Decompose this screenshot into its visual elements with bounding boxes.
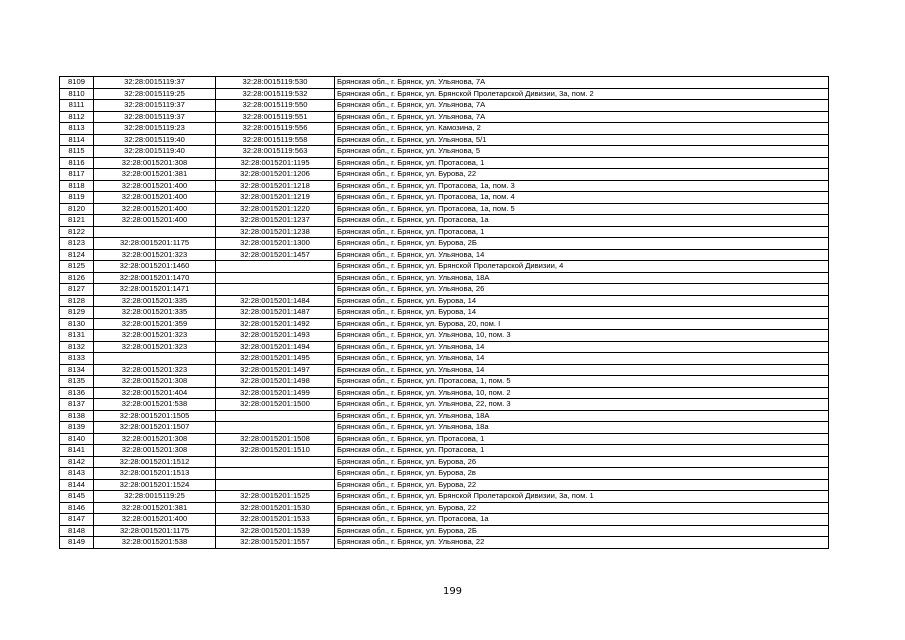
address-cell: Брянская обл., г. Брянск, ул. Протасова, 1а, пом. 3 xyxy=(335,180,829,192)
object-cadastral-number-cell: 32:28:0015119:563 xyxy=(216,146,335,158)
row-number-cell: 8141 xyxy=(60,445,94,457)
object-cadastral-number-cell: 32:28:0015201:1218 xyxy=(216,180,335,192)
row-number-cell: 8120 xyxy=(60,203,94,215)
object-cadastral-number-cell: 32:28:0015201:1498 xyxy=(216,376,335,388)
land-cadastral-number-cell: 32:28:0015201:323 xyxy=(94,249,216,261)
land-cadastral-number-cell xyxy=(94,353,216,365)
land-cadastral-number-cell: 32:28:0015201:400 xyxy=(94,514,216,526)
object-cadastral-number-cell xyxy=(216,284,335,296)
table-row xyxy=(60,111,829,123)
object-cadastral-number-cell: 32:28:0015119:530 xyxy=(216,77,335,89)
row-number-cell: 8132 xyxy=(60,341,94,353)
object-cadastral-number-cell: 32:28:0015201:1499 xyxy=(216,387,335,399)
object-cadastral-number-cell xyxy=(216,422,335,434)
table-row xyxy=(60,318,829,330)
address-cell: Брянская обл., г. Брянск, ул. Протасова, 1 xyxy=(335,433,829,445)
address-cell: Брянская обл., г. Брянск, ул. Бурова, 26 xyxy=(335,456,829,468)
table-row xyxy=(60,479,829,491)
address-cell: Брянская обл., г. Брянск, ул. Ульянова, 14 xyxy=(335,364,829,376)
table-row xyxy=(60,157,829,169)
table-row xyxy=(60,502,829,514)
land-cadastral-number-cell: 32:28:0015201:1524 xyxy=(94,479,216,491)
table-row xyxy=(60,192,829,204)
object-cadastral-number-cell: 32:28:0015201:1484 xyxy=(216,295,335,307)
row-number-cell: 8134 xyxy=(60,364,94,376)
land-cadastral-number-cell: 32:28:0015201:381 xyxy=(94,169,216,181)
table-row xyxy=(60,226,829,238)
object-cadastral-number-cell: 32:28:0015201:1495 xyxy=(216,353,335,365)
address-cell: Брянская обл., г. Брянск, ул. Ульянова, 22 xyxy=(335,537,829,549)
object-cadastral-number-cell: 32:28:0015201:1539 xyxy=(216,525,335,537)
object-cadastral-number-cell: 32:28:0015201:1557 xyxy=(216,537,335,549)
row-number-cell: 8127 xyxy=(60,284,94,296)
address-cell: Брянская обл., г. Брянск, ул. Бурова, 14 xyxy=(335,307,829,319)
land-cadastral-number-cell: 32:28:0015201:400 xyxy=(94,215,216,227)
table-row xyxy=(60,433,829,445)
address-cell: Брянская обл., г. Брянск, ул. Ульянова, 14 xyxy=(335,249,829,261)
table-row xyxy=(60,525,829,537)
row-number-cell: 8116 xyxy=(60,157,94,169)
address-cell: Брянская обл., г. Брянск, ул. Ульянова, 22, пом. 3 xyxy=(335,399,829,411)
land-cadastral-number-cell: 32:28:0015201:381 xyxy=(94,502,216,514)
address-cell: Брянская обл., г. Брянск, ул. Брянской Пролетарской Дивизии, 3а, пом. 2 xyxy=(335,88,829,100)
table-row xyxy=(60,77,829,89)
row-number-cell: 8111 xyxy=(60,100,94,112)
table-row xyxy=(60,180,829,192)
table-row xyxy=(60,364,829,376)
object-cadastral-number-cell: 32:28:0015201:1533 xyxy=(216,514,335,526)
land-cadastral-number-cell: 32:28:0015201:400 xyxy=(94,203,216,215)
object-cadastral-number-cell: 32:28:0015119:551 xyxy=(216,111,335,123)
address-cell: Брянская обл., г. Брянск, ул. Ульянова, 5 xyxy=(335,146,829,158)
address-cell: Брянская обл., г. Брянск, ул. Протасова, 1 xyxy=(335,445,829,457)
row-number-cell: 8122 xyxy=(60,226,94,238)
object-cadastral-number-cell: 32:28:0015201:1492 xyxy=(216,318,335,330)
row-number-cell: 8109 xyxy=(60,77,94,89)
table-row xyxy=(60,88,829,100)
row-number-cell: 8137 xyxy=(60,399,94,411)
object-cadastral-number-cell: 32:28:0015201:1237 xyxy=(216,215,335,227)
table-row xyxy=(60,238,829,250)
object-cadastral-number-cell: 32:28:0015201:1500 xyxy=(216,399,335,411)
row-number-cell: 8121 xyxy=(60,215,94,227)
address-cell: Брянская обл., г. Брянск, ул. Бурова, 2Б xyxy=(335,525,829,537)
address-cell: Брянская обл., г. Брянск, ул. Ульянова, 10, пом. 2 xyxy=(335,387,829,399)
address-cell: Брянская обл., г. Брянск, ул. Протасова, 1а, пом. 5 xyxy=(335,203,829,215)
land-cadastral-number-cell: 32:28:0015201:1175 xyxy=(94,525,216,537)
address-cell: Брянская обл., г. Брянск, ул. Ульянова, 14 xyxy=(335,353,829,365)
address-cell: Брянская обл., г. Брянск, ул. Протасова, 1 xyxy=(335,157,829,169)
land-cadastral-number-cell: 32:28:0015119:37 xyxy=(94,111,216,123)
address-cell: Брянская обл., г. Брянск, ул. Бурова, 14 xyxy=(335,295,829,307)
row-number-cell: 8149 xyxy=(60,537,94,549)
land-cadastral-number-cell: 32:28:0015201:308 xyxy=(94,445,216,457)
land-cadastral-number-cell: 32:28:0015201:308 xyxy=(94,157,216,169)
address-cell: Брянская обл., г. Брянск, ул. Ульянова, 18А xyxy=(335,272,829,284)
land-cadastral-number-cell: 32:28:0015201:404 xyxy=(94,387,216,399)
land-cadastral-number-cell: 32:28:0015119:40 xyxy=(94,134,216,146)
object-cadastral-number-cell: 32:28:0015201:1457 xyxy=(216,249,335,261)
land-cadastral-number-cell: 32:28:0015201:359 xyxy=(94,318,216,330)
row-number-cell: 8128 xyxy=(60,295,94,307)
row-number-cell: 8142 xyxy=(60,456,94,468)
row-number-cell: 8148 xyxy=(60,525,94,537)
row-number-cell: 8114 xyxy=(60,134,94,146)
row-number-cell: 8119 xyxy=(60,192,94,204)
object-cadastral-number-cell: 32:28:0015201:1508 xyxy=(216,433,335,445)
table-row xyxy=(60,353,829,365)
object-cadastral-number-cell: 32:28:0015201:1510 xyxy=(216,445,335,457)
address-cell: Брянская обл., г. Брянск, ул. Ульянова, 7А xyxy=(335,100,829,112)
table-row xyxy=(60,272,829,284)
address-cell: Брянская обл., г. Брянск, ул. Протасова, 1а xyxy=(335,215,829,227)
table-row xyxy=(60,100,829,112)
land-cadastral-number-cell: 32:28:0015201:1175 xyxy=(94,238,216,250)
object-cadastral-number-cell: 32:28:0015201:1497 xyxy=(216,364,335,376)
address-cell: Брянская обл., г. Брянск, ул. Протасова, 1а xyxy=(335,514,829,526)
table-row xyxy=(60,203,829,215)
row-number-cell: 8115 xyxy=(60,146,94,158)
object-cadastral-number-cell: 32:28:0015119:550 xyxy=(216,100,335,112)
object-cadastral-number-cell xyxy=(216,272,335,284)
row-number-cell: 8131 xyxy=(60,330,94,342)
land-cadastral-number-cell: 32:28:0015201:1512 xyxy=(94,456,216,468)
row-number-cell: 8126 xyxy=(60,272,94,284)
land-cadastral-number-cell: 32:28:0015201:323 xyxy=(94,364,216,376)
row-number-cell: 8118 xyxy=(60,180,94,192)
land-cadastral-number-cell: 32:28:0015201:400 xyxy=(94,180,216,192)
land-cadastral-number-cell: 32:28:0015201:400 xyxy=(94,192,216,204)
object-cadastral-number-cell: 32:28:0015201:1530 xyxy=(216,502,335,514)
address-cell: Брянская обл., г. Брянск, ул. Брянской Пролетарской Дивизии, 4 xyxy=(335,261,829,273)
row-number-cell: 8125 xyxy=(60,261,94,273)
object-cadastral-number-cell: 32:28:0015201:1220 xyxy=(216,203,335,215)
address-cell: Брянская обл., г. Брянск, ул. Ульянова, 18а xyxy=(335,422,829,434)
object-cadastral-number-cell xyxy=(216,479,335,491)
object-cadastral-number-cell xyxy=(216,261,335,273)
object-cadastral-number-cell: 32:28:0015201:1195 xyxy=(216,157,335,169)
object-cadastral-number-cell xyxy=(216,468,335,480)
table-row xyxy=(60,341,829,353)
table-row xyxy=(60,169,829,181)
land-cadastral-number-cell: 32:28:0015201:323 xyxy=(94,330,216,342)
object-cadastral-number-cell: 32:28:0015201:1493 xyxy=(216,330,335,342)
table-row xyxy=(60,456,829,468)
table-row xyxy=(60,376,829,388)
land-cadastral-number-cell: 32:28:0015201:1513 xyxy=(94,468,216,480)
land-cadastral-number-cell: 32:28:0015201:323 xyxy=(94,341,216,353)
land-cadastral-number-cell: 32:28:0015201:1507 xyxy=(94,422,216,434)
land-cadastral-number-cell: 32:28:0015119:23 xyxy=(94,123,216,135)
row-number-cell: 8145 xyxy=(60,491,94,503)
table-row xyxy=(60,514,829,526)
table-row xyxy=(60,387,829,399)
table-row xyxy=(60,146,829,158)
object-cadastral-number-cell: 32:28:0015201:1300 xyxy=(216,238,335,250)
land-cadastral-number-cell: 32:28:0015119:40 xyxy=(94,146,216,158)
land-cadastral-number-cell: 32:28:0015201:335 xyxy=(94,307,216,319)
object-cadastral-number-cell: 32:28:0015201:1219 xyxy=(216,192,335,204)
table-row xyxy=(60,468,829,480)
land-cadastral-number-cell: 32:28:0015201:1505 xyxy=(94,410,216,422)
land-cadastral-number-cell xyxy=(94,226,216,238)
object-cadastral-number-cell xyxy=(216,410,335,422)
object-cadastral-number-cell: 32:28:0015201:1206 xyxy=(216,169,335,181)
row-number-cell: 8147 xyxy=(60,514,94,526)
land-cadastral-number-cell: 32:28:0015119:25 xyxy=(94,88,216,100)
object-cadastral-number-cell: 32:28:0015119:558 xyxy=(216,134,335,146)
land-cadastral-number-cell: 32:28:0015201:308 xyxy=(94,376,216,388)
address-cell: Брянская обл., г. Брянск, ул. Бурова, 2Б xyxy=(335,238,829,250)
land-cadastral-number-cell: 32:28:0015119:37 xyxy=(94,100,216,112)
table-row xyxy=(60,410,829,422)
table-row xyxy=(60,134,829,146)
address-cell: Брянская обл., г. Брянск, ул. Ульянова, 5/1 xyxy=(335,134,829,146)
address-cell: Брянская обл., г. Брянск, ул. Ульянова, 14 xyxy=(335,341,829,353)
address-cell: Брянская обл., г. Брянск, ул. Бурова, 2в xyxy=(335,468,829,480)
table-row xyxy=(60,330,829,342)
row-number-cell: 8136 xyxy=(60,387,94,399)
land-cadastral-number-cell: 32:28:0015201:308 xyxy=(94,433,216,445)
address-cell: Брянская обл., г. Брянск, ул. Бурова, 20, пом. I xyxy=(335,318,829,330)
row-number-cell: 8135 xyxy=(60,376,94,388)
address-cell: Брянская обл., г. Брянск, ул. Протасова, 1 xyxy=(335,226,829,238)
object-cadastral-number-cell: 32:28:0015201:1487 xyxy=(216,307,335,319)
address-cell: Брянская обл., г. Брянск, ул. Протасова, 1, пом. 5 xyxy=(335,376,829,388)
row-number-cell: 8117 xyxy=(60,169,94,181)
address-cell: Брянская обл., г. Брянск, ул. Бурова, 22 xyxy=(335,502,829,514)
row-number-cell: 8124 xyxy=(60,249,94,261)
row-number-cell: 8110 xyxy=(60,88,94,100)
object-cadastral-number-cell: 32:28:0015201:1238 xyxy=(216,226,335,238)
land-cadastral-number-cell: 32:28:0015201:335 xyxy=(94,295,216,307)
row-number-cell: 8112 xyxy=(60,111,94,123)
land-cadastral-number-cell: 32:28:0015201:1470 xyxy=(94,272,216,284)
object-cadastral-number-cell: 32:28:0015201:1525 xyxy=(216,491,335,503)
row-number-cell: 8133 xyxy=(60,353,94,365)
row-number-cell: 8130 xyxy=(60,318,94,330)
row-number-cell: 8146 xyxy=(60,502,94,514)
address-cell: Брянская обл., г. Брянск, ул. Камозина, 2 xyxy=(335,123,829,135)
object-cadastral-number-cell: 32:28:0015119:532 xyxy=(216,88,335,100)
row-number-cell: 8113 xyxy=(60,123,94,135)
address-cell: Брянская обл., г. Брянск, ул. Ульянова, 7А xyxy=(335,111,829,123)
table-row xyxy=(60,215,829,227)
table-row xyxy=(60,537,829,549)
land-cadastral-number-cell: 32:28:0015201:1460 xyxy=(94,261,216,273)
land-cadastral-number-cell: 32:28:0015119:25 xyxy=(94,491,216,503)
address-cell: Брянская обл., г. Брянск, ул. Ульянова, 7А xyxy=(335,77,829,89)
table-row xyxy=(60,123,829,135)
table-row xyxy=(60,261,829,273)
table-row xyxy=(60,249,829,261)
table-row xyxy=(60,284,829,296)
table-row xyxy=(60,295,829,307)
registry-table xyxy=(59,76,829,549)
row-number-cell: 8123 xyxy=(60,238,94,250)
object-cadastral-number-cell: 32:28:0015119:556 xyxy=(216,123,335,135)
address-cell: Брянская обл., г. Брянск, ул. Протасова, 1а, пом. 4 xyxy=(335,192,829,204)
address-cell: Брянская обл., г. Брянск, ул. Брянской Пролетарской Дивизии, 3а, пом. 1 xyxy=(335,491,829,503)
table-row xyxy=(60,491,829,503)
land-cadastral-number-cell: 32:28:0015119:37 xyxy=(94,77,216,89)
object-cadastral-number-cell: 32:28:0015201:1494 xyxy=(216,341,335,353)
table-row xyxy=(60,422,829,434)
row-number-cell: 8139 xyxy=(60,422,94,434)
table-row xyxy=(60,307,829,319)
row-number-cell: 8144 xyxy=(60,479,94,491)
row-number-cell: 8129 xyxy=(60,307,94,319)
table-row xyxy=(60,445,829,457)
page-number: 199 xyxy=(442,586,463,597)
row-number-cell: 8140 xyxy=(60,433,94,445)
address-cell: Брянская обл., г. Брянск, ул. Ульянова, 10, пом. 3 xyxy=(335,330,829,342)
address-cell: Брянская обл., г. Брянск, ул. Бурова, 22 xyxy=(335,479,829,491)
row-number-cell: 8138 xyxy=(60,410,94,422)
row-number-cell: 8143 xyxy=(60,468,94,480)
object-cadastral-number-cell xyxy=(216,456,335,468)
table-row xyxy=(60,399,829,411)
land-cadastral-number-cell: 32:28:0015201:538 xyxy=(94,537,216,549)
registry-table-body xyxy=(60,77,829,549)
address-cell: Брянская обл., г. Брянск, ул. Бурова, 22 xyxy=(335,169,829,181)
land-cadastral-number-cell: 32:28:0015201:538 xyxy=(94,399,216,411)
address-cell: Брянская обл., г. Брянск, ул. Ульянова, 18А xyxy=(335,410,829,422)
land-cadastral-number-cell: 32:28:0015201:1471 xyxy=(94,284,216,296)
address-cell: Брянская обл., г. Брянск, ул. Ульянова, 26 xyxy=(335,284,829,296)
